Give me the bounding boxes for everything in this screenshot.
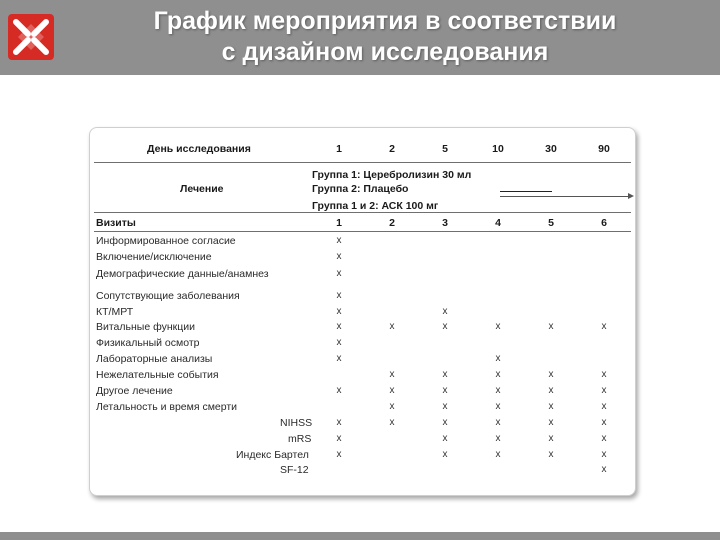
schedule-mark: x (389, 385, 395, 396)
schedule-mark: x (601, 433, 607, 444)
visits-label: Визиты (96, 217, 136, 229)
schedule-mark: x (601, 417, 607, 428)
schedule-mark: x (336, 290, 342, 301)
schedule-mark: x (601, 449, 607, 460)
schedule-mark: x (548, 449, 554, 460)
schedule-mark: x (601, 321, 607, 332)
schedule-mark: x (389, 321, 395, 332)
row-label: Физикальный осмотр (96, 337, 200, 349)
day-header: 2 (389, 143, 395, 155)
schedule-mark: x (601, 401, 607, 412)
schedule-mark: x (442, 306, 448, 317)
row-label: Другое лечение (96, 385, 173, 397)
schedule-mark: x (336, 337, 342, 348)
schedule-mark: x (495, 385, 501, 396)
visit-number: 5 (548, 217, 554, 229)
schedule-mark: x (495, 433, 501, 444)
row-label: Сопутствующие заболевания (96, 290, 240, 302)
schedule-mark: x (336, 321, 342, 332)
schedule-mark: x (389, 417, 395, 428)
slide-title (60, 6, 710, 68)
day-header: 30 (545, 143, 557, 155)
visit-number: 4 (495, 217, 501, 229)
schedule-mark: x (442, 385, 448, 396)
row-label: Включение/исключение (96, 251, 212, 263)
schedule-mark: x (442, 417, 448, 428)
schedule-mark: x (548, 417, 554, 428)
schedule-mark: x (336, 268, 342, 279)
group12-text: Группа 1 и 2: АСК 100 мг (312, 200, 439, 212)
row-label: Индекс Бартел (236, 449, 309, 461)
group1-text: Группа 1: Церебролизин 30 мл (312, 169, 472, 181)
schedule-mark: x (336, 449, 342, 460)
schedule-mark: x (548, 321, 554, 332)
schedule-mark: x (495, 369, 501, 380)
row-label: Нежелательные события (96, 369, 219, 381)
schedule-mark: x (336, 251, 342, 262)
schedule-mark: x (495, 417, 501, 428)
divider (94, 162, 631, 163)
row-label: Демографические данные/анамнез (96, 268, 269, 280)
day-header: 10 (492, 143, 504, 155)
schedule-mark: x (336, 417, 342, 428)
row-label: SF-12 (280, 464, 309, 476)
visit-number: 3 (442, 217, 448, 229)
slide-header (0, 0, 720, 75)
schedule-mark: x (601, 385, 607, 396)
schedule-mark: x (442, 401, 448, 412)
schedule-mark: x (495, 401, 501, 412)
group2-text: Группа 2: Плацебо (312, 183, 409, 195)
visit-number: 2 (389, 217, 395, 229)
row-label: NIHSS (280, 417, 313, 429)
schedule-mark: x (495, 449, 501, 460)
day-header: 90 (598, 143, 610, 155)
schedule-mark: x (389, 401, 395, 412)
row-label: Витальные функции (96, 321, 196, 333)
schedule-mark: x (601, 464, 607, 475)
schedule-mark: x (442, 433, 448, 444)
schedule-mark: x (389, 369, 395, 380)
visit-number: 1 (336, 217, 342, 229)
divider (94, 231, 631, 232)
schedule-mark: x (548, 433, 554, 444)
day-header: 5 (442, 143, 448, 155)
row-label: Летальность и время смерти (96, 401, 238, 413)
schedule-mark: x (336, 433, 342, 444)
row-label: Лабораторные анализы (96, 353, 213, 365)
schedule-mark: x (442, 369, 448, 380)
slide-title-line1: График мероприятия в соответствии (153, 7, 617, 35)
day-label: День исследования (147, 143, 251, 155)
treatment-label: Лечение (180, 183, 224, 195)
day-header: 1 (336, 143, 342, 155)
schedule-table (89, 127, 636, 496)
schedule-mark: x (495, 321, 501, 332)
logo-icon (8, 14, 54, 60)
schedule-mark: x (336, 306, 342, 317)
schedule-mark: x (336, 235, 342, 246)
slide-title-line2: с дизайном исследования (221, 38, 549, 66)
row-label: Информированное согласие (96, 235, 236, 247)
schedule-mark: x (548, 369, 554, 380)
divider (94, 212, 631, 213)
schedule-mark: x (442, 449, 448, 460)
row-label: КТ/МРТ (96, 306, 134, 318)
schedule-mark: x (548, 385, 554, 396)
schedule-mark: x (601, 369, 607, 380)
treatment-arrow (500, 196, 628, 197)
schedule-mark: x (495, 353, 501, 364)
schedule-mark: x (548, 401, 554, 412)
treatment-bar (500, 191, 552, 192)
schedule-mark: x (336, 353, 342, 364)
visit-number: 6 (601, 217, 607, 229)
row-label: mRS (288, 433, 312, 445)
arrow-head-icon (628, 193, 634, 199)
footer-bar (0, 532, 720, 540)
schedule-mark: x (336, 385, 342, 396)
schedule-mark: x (442, 321, 448, 332)
